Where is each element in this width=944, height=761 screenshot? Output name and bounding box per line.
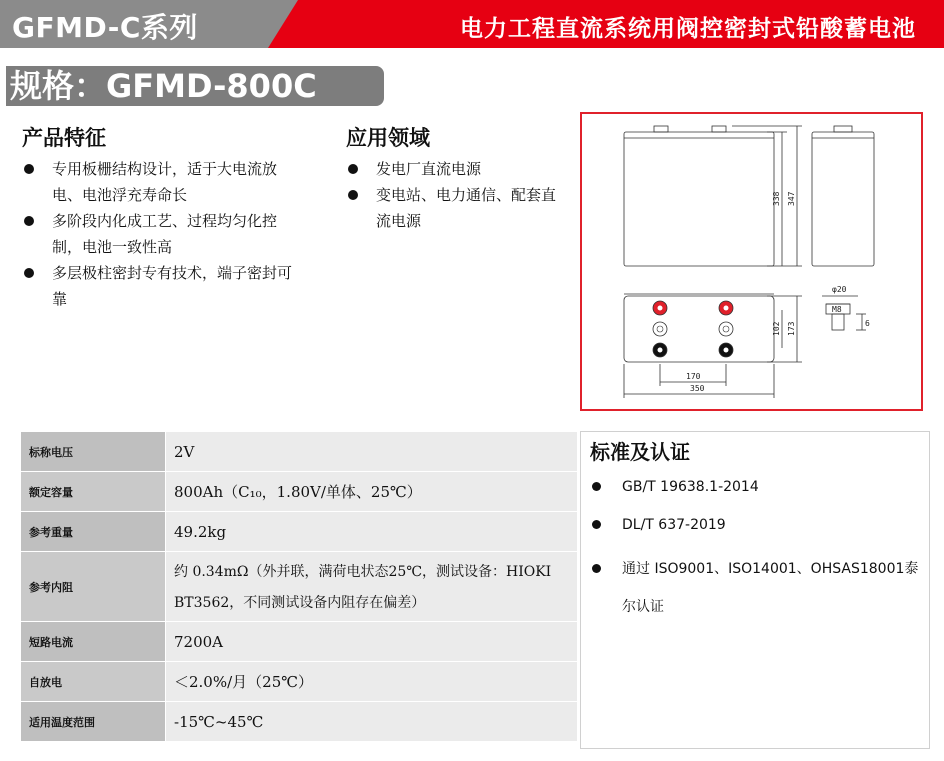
spec-value: ＜2.0%/月（25℃）: [166, 662, 578, 702]
list-item: 通过 ISO9001、ISO14001、OHSAS18001泰尔认证: [590, 550, 930, 626]
spec-label: 参考重量: [21, 512, 166, 552]
table-row: [21, 472, 578, 512]
spec-label: 标称电压: [21, 432, 166, 472]
table-row: [21, 512, 578, 552]
table-row: [21, 662, 578, 702]
list-item: 专用板栅结构设计，适于大电流放电、电池浮充寿命长: [22, 156, 304, 208]
side-view-outline: [812, 132, 874, 266]
bullet-icon: [348, 164, 358, 174]
dim-depth-total: 173: [787, 321, 796, 336]
vent-valve-icon: [719, 322, 733, 336]
features-list: [22, 156, 304, 312]
standards-title: 标准及认证: [590, 440, 690, 464]
bullet-icon: [592, 520, 601, 529]
features-title: 产品特征: [22, 126, 106, 150]
list-item: 多层极柱密封专有技术，端子密封可靠: [22, 260, 304, 312]
bullet-icon: [24, 216, 34, 226]
bullet-icon: [592, 564, 601, 573]
spec-value: -15℃~45℃: [166, 702, 578, 742]
list-item: 发电厂直流电源: [346, 156, 566, 182]
front-terminal-left: [654, 126, 668, 132]
list-item: GB/T 19638.1-2014: [590, 474, 930, 500]
spec-label: 参考内阻: [21, 552, 166, 622]
dim-depth-inner: 102: [772, 321, 781, 336]
spec-title: 规格：GFMD-800C: [10, 67, 317, 105]
dim-width-total: 350: [690, 384, 705, 393]
spec-label: 短路电流: [21, 622, 166, 662]
terminal-icons: [653, 301, 733, 357]
table-row: [21, 552, 578, 622]
technical-drawing: [580, 112, 923, 411]
dim-height-inner: 338: [772, 191, 781, 206]
spec-label: 自放电: [21, 662, 166, 702]
dim-terminal-span: 170: [686, 372, 701, 381]
spec-value: 49.2kg: [166, 512, 578, 552]
spec-value: 7200A: [166, 622, 578, 662]
product-line-title: 电力工程直流系统用阀控密封式铅酸蓄电池: [460, 16, 916, 42]
spec-value: 2V: [166, 432, 578, 472]
bullet-icon: [348, 190, 358, 200]
vent-valve-icon: [653, 322, 667, 336]
bullet-icon: [592, 482, 601, 491]
applications-list: [346, 156, 566, 234]
front-terminal-right: [712, 126, 726, 132]
list-item: 多阶段内化成工艺、过程均匀化控制，电池一致性高: [22, 208, 304, 260]
table-row: [21, 622, 578, 662]
dim-terminal-diameter: φ20: [832, 285, 847, 294]
list-item: DL/T 637-2019: [590, 512, 930, 538]
series-title: GFMD-C系列: [12, 11, 198, 44]
standards-list: [590, 474, 930, 638]
list-item: 变电站、电力通信、配套直流电源: [346, 182, 566, 234]
applications-title: 应用领域: [346, 126, 430, 150]
spec-value: 约 0.34mΩ（外并联，满荷电状态25℃，测试设备：HIOKI BT3562，不同测试设备内阻存在偏差）: [166, 552, 578, 622]
spec-label: 适用温度范围: [21, 702, 166, 742]
top-view-outline: [624, 296, 774, 362]
table-row: [21, 432, 578, 472]
dim-thread-depth: 6: [865, 319, 870, 328]
front-view-outline: [624, 132, 774, 266]
bullet-icon: [24, 164, 34, 174]
spec-label: 额定容量: [21, 472, 166, 512]
drawing-svg: [582, 114, 923, 411]
specs-table: [20, 431, 578, 742]
dim-thread: M8: [832, 305, 842, 314]
dim-height-total: 347: [787, 191, 796, 206]
table-row: [21, 702, 578, 742]
spec-value: 800Ah（C₁₀，1.80V/单体、25℃）: [166, 472, 578, 512]
bullet-icon: [24, 268, 34, 278]
